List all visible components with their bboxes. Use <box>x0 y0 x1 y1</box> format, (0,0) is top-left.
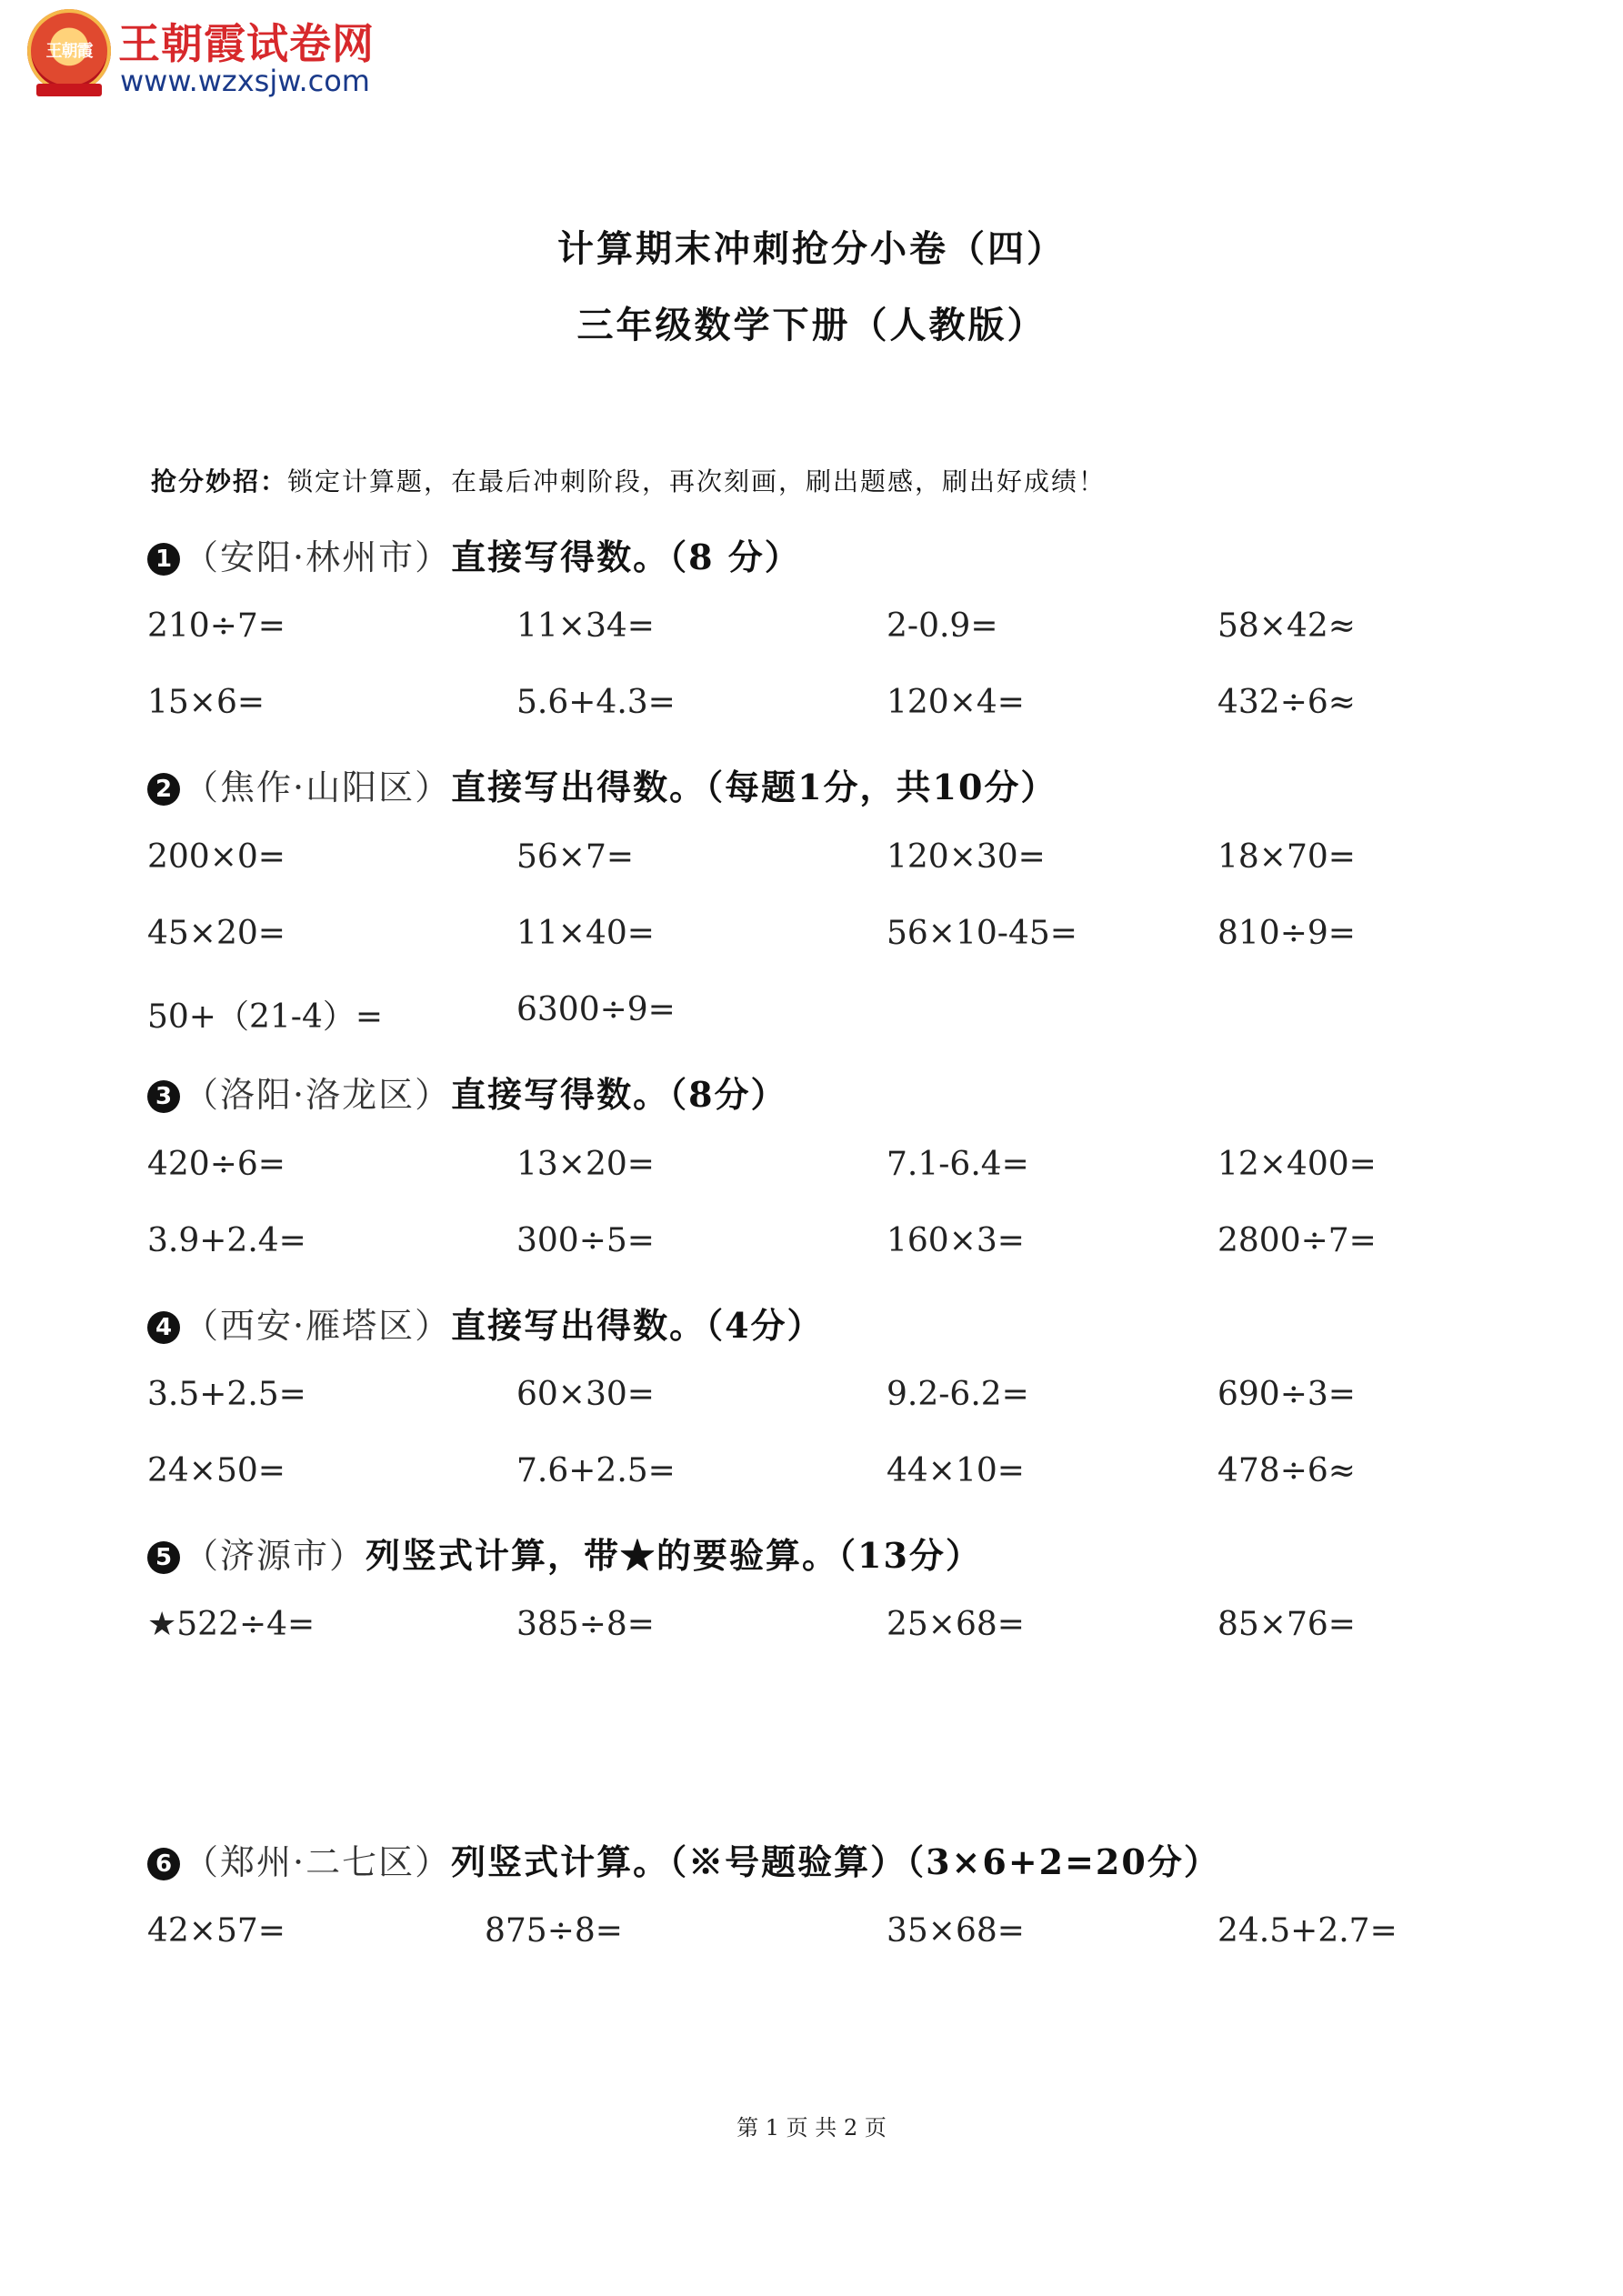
section-number-badge: 4 <box>147 1311 180 1344</box>
section-number-badge: 2 <box>147 773 180 806</box>
math-problem: 9.2-6.2= <box>887 1376 1029 1413</box>
math-problem: 85×76= <box>1217 1606 1356 1643</box>
section-instruction: 直接写得数。（8 分） <box>451 536 801 577</box>
section-location: （安阳·林州市） <box>184 537 452 577</box>
page-title: 计算期末冲刺抢分小卷（四） <box>557 227 1066 270</box>
math-problem: 24.5+2.7= <box>1217 1912 1398 1950</box>
math-problem: 11×34= <box>516 607 655 645</box>
math-problem: 25×68= <box>887 1606 1025 1643</box>
math-problem: 478÷6≈ <box>1217 1452 1356 1489</box>
math-problem: 120×4= <box>887 684 1025 721</box>
math-problem: 7.1-6.4= <box>887 1146 1029 1183</box>
math-problem: 15×6= <box>147 684 265 721</box>
section-instruction: 列竖式计算，带★的要验算。（13分） <box>366 1535 982 1576</box>
section-location: （西安·雁塔区） <box>184 1306 452 1346</box>
section-instruction: 直接写出得数。（每题1分，共10分） <box>451 767 1057 807</box>
section-heading <box>147 1067 787 1117</box>
math-problem: 7.6+2.5= <box>516 1452 676 1489</box>
math-problem: 44×10= <box>887 1452 1025 1489</box>
section-heading <box>147 1298 824 1348</box>
math-problem: 3.9+2.4= <box>147 1222 306 1259</box>
section-heading <box>147 1834 1220 1884</box>
brand-url[interactable]: www.wzxsjw.com <box>120 64 370 98</box>
math-problem: 12×400= <box>1217 1146 1377 1183</box>
math-problem: ★522÷4= <box>147 1606 316 1643</box>
section-number-badge: 3 <box>147 1080 180 1113</box>
math-problem: 56×10-45= <box>887 915 1077 952</box>
math-problem: 432÷6≈ <box>1217 684 1356 721</box>
math-problem: 50+（21-4）= <box>147 998 384 1036</box>
section-instruction: 列竖式计算。（※号题验算）（3×6+2=20分） <box>451 1841 1220 1882</box>
section-heading <box>147 759 1057 809</box>
logo-seal-text: 王朝霞 <box>45 42 93 61</box>
section-number-badge: 6 <box>147 1848 180 1880</box>
math-problem: 160×3= <box>887 1222 1025 1259</box>
math-problem: 810÷9= <box>1217 915 1356 952</box>
math-problem: 5.6+4.3= <box>516 684 676 721</box>
brand-logo-icon <box>27 9 111 93</box>
math-problem: 3.5+2.5= <box>147 1376 306 1413</box>
math-problem: 200×0= <box>147 838 286 876</box>
math-problem: 120×30= <box>887 838 1046 876</box>
math-problem: 875÷8= <box>485 1912 623 1950</box>
math-problem: 13×20= <box>516 1146 655 1183</box>
math-problem: 2800÷7= <box>1217 1222 1377 1259</box>
math-problem: 56×7= <box>516 838 635 876</box>
math-problem: 24×50= <box>147 1452 286 1489</box>
math-problem: 2-0.9= <box>887 607 998 645</box>
tip-label: 抢分妙招： <box>151 466 288 496</box>
math-problem: 35×68= <box>887 1912 1025 1950</box>
tip-text: 锁定计算题，在最后冲刺阶段，再次刻画，刷出题感，刷出好成绩！ <box>287 466 1107 496</box>
section-instruction: 直接写出得数。（4分） <box>451 1305 824 1346</box>
brand-name: 王朝霞试卷网 <box>118 19 375 68</box>
tip-line <box>151 462 1106 498</box>
section-number-badge: 5 <box>147 1541 180 1574</box>
math-problem: 210÷7= <box>147 607 286 645</box>
section-location: （济源市） <box>184 1536 366 1576</box>
section-number-badge: 1 <box>147 543 180 576</box>
math-problem: 18×70= <box>1217 838 1356 876</box>
section-location: （洛阳·洛龙区） <box>184 1075 452 1115</box>
math-problem: 42×57= <box>147 1912 286 1950</box>
math-problem: 385÷8= <box>516 1606 655 1643</box>
math-problem: 11×40= <box>516 915 655 952</box>
math-problem: 58×42≈ <box>1217 607 1356 645</box>
page-subtitle: 三年级数学下册（人教版） <box>576 304 1047 346</box>
section-heading <box>147 1528 982 1578</box>
math-problem: 300÷5= <box>516 1222 655 1259</box>
math-problem: 60×30= <box>516 1376 655 1413</box>
math-problem: 420÷6= <box>147 1146 286 1183</box>
section-location: （郑州·二七区） <box>184 1842 452 1882</box>
math-problem: 690÷3= <box>1217 1376 1356 1413</box>
math-problem: 6300÷9= <box>516 991 676 1028</box>
section-heading <box>147 529 801 579</box>
page-number: 第 1 页 共 2 页 <box>736 2115 887 2141</box>
section-instruction: 直接写得数。（8分） <box>451 1074 787 1115</box>
section-location: （焦作·山阳区） <box>184 767 452 807</box>
math-problem: 45×20= <box>147 915 286 952</box>
